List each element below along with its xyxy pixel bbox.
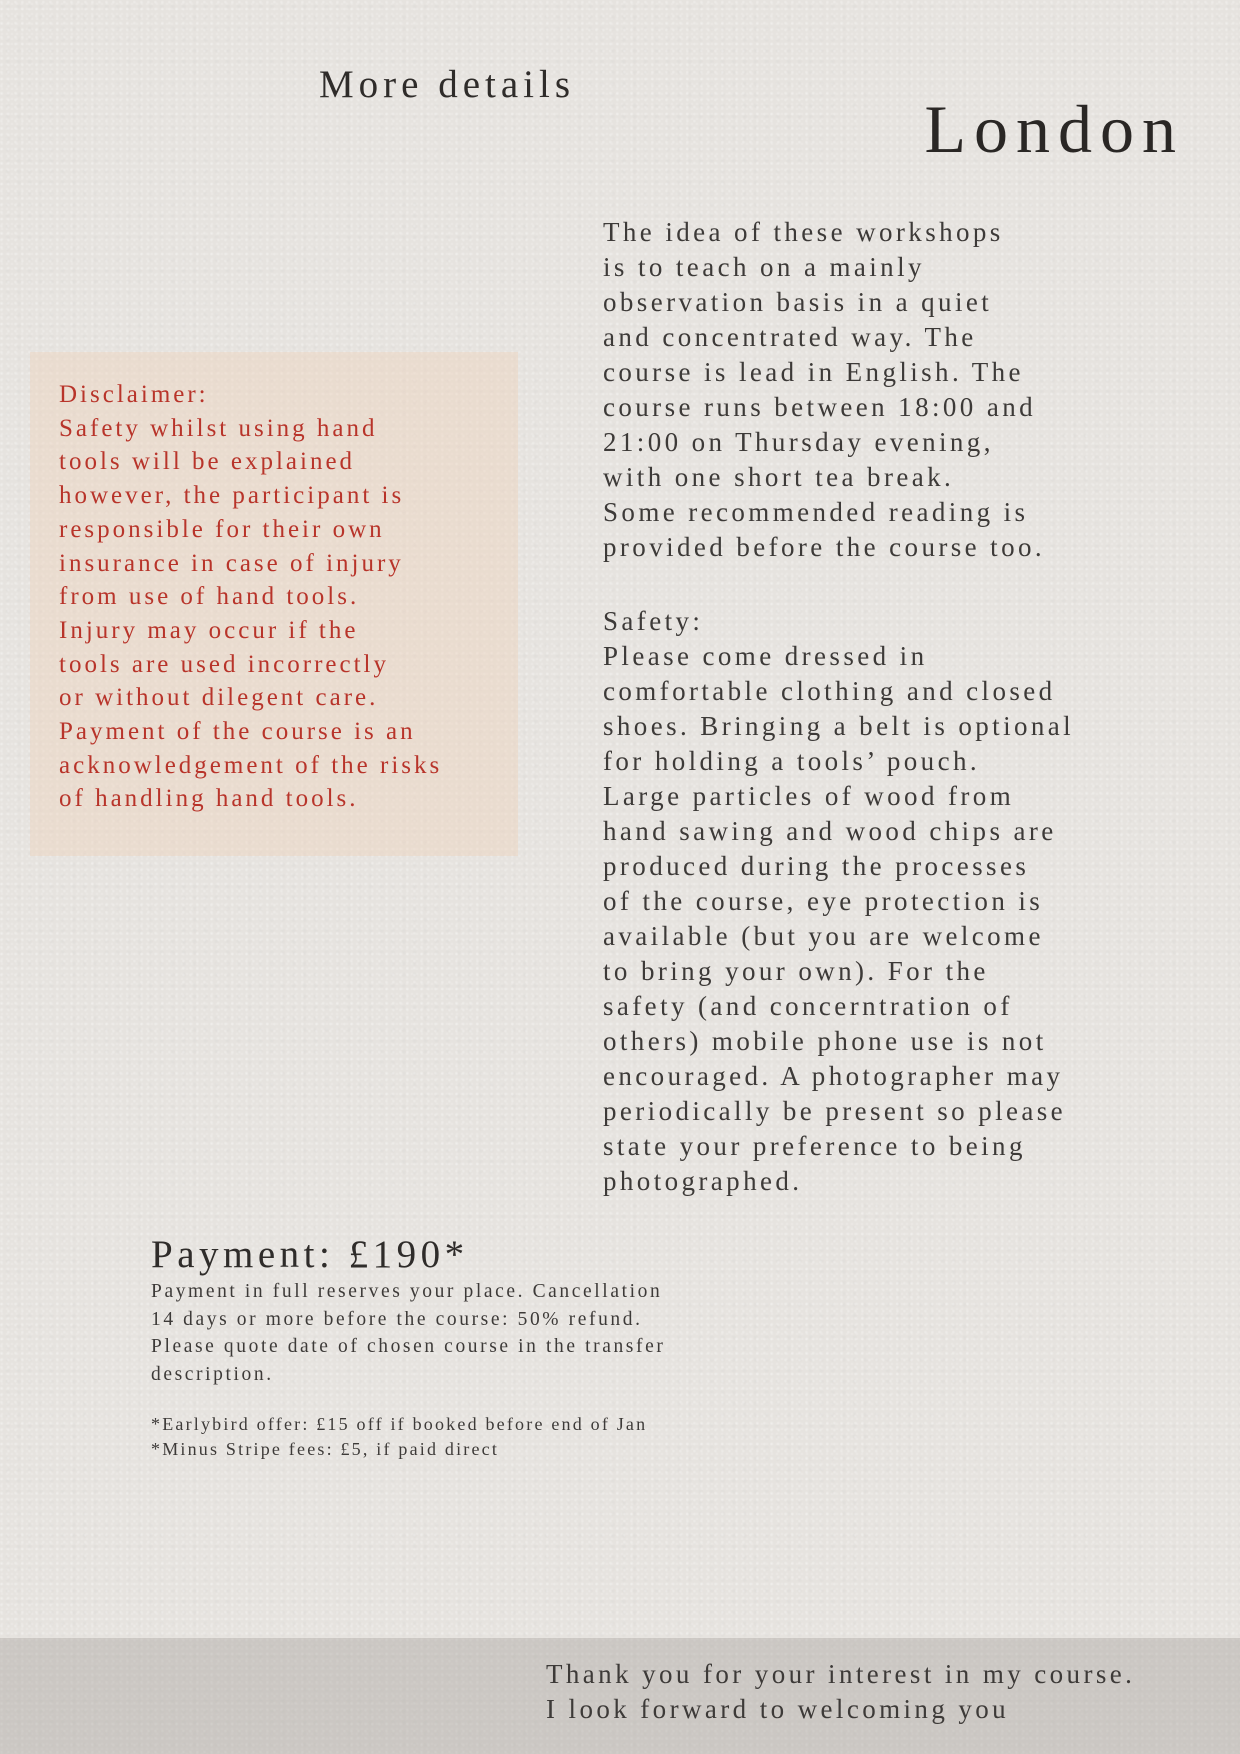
payment-paragraph bbox=[151, 1278, 665, 1388]
payment-line: Please quote date of chosen course in the transfer bbox=[151, 1336, 666, 1357]
disclaimer-box bbox=[30, 352, 518, 856]
safety-line: others) mobile phone use is not bbox=[603, 1026, 1047, 1056]
disclaimer-line: acknowledgement of the risks bbox=[59, 751, 443, 779]
safety-line: hand sawing and wood chips are bbox=[603, 816, 1057, 846]
page-title: London bbox=[924, 91, 1184, 167]
safety-line: periodically be present so please bbox=[603, 1096, 1067, 1126]
safety-line: Please come dressed in bbox=[603, 641, 928, 671]
intro-line: Some recommended reading is bbox=[603, 497, 1029, 527]
disclaimer-line: tools are used incorrectly bbox=[59, 650, 389, 678]
footer-message bbox=[546, 1657, 1135, 1727]
safety-heading: Safety: bbox=[603, 606, 704, 636]
payment-footnotes bbox=[151, 1412, 647, 1462]
intro-line: course runs between 18:00 and bbox=[603, 392, 1037, 422]
payment-line: 14 days or more before the course: 50% refund. bbox=[151, 1308, 643, 1330]
safety-line: of the course, eye protection is bbox=[603, 886, 1044, 916]
safety-paragraph bbox=[603, 639, 1223, 1199]
payment-line: description. bbox=[151, 1363, 274, 1385]
footer-line: I look forward to welcoming you bbox=[546, 1694, 1010, 1724]
earlybird-footnote: *Earlybird offer: £15 off if booked before end of Jan bbox=[151, 1414, 648, 1434]
disclaimer-line: Safety whilst using hand bbox=[59, 414, 378, 442]
disclaimer-line: responsible for their own bbox=[59, 515, 385, 543]
safety-line: photographed. bbox=[603, 1166, 803, 1196]
safety-line: for holding a tools’ pouch. bbox=[603, 746, 981, 776]
intro-paragraph bbox=[603, 215, 1223, 565]
safety-line: comfortable clothing and closed bbox=[603, 676, 1056, 706]
page-heading: More details bbox=[319, 63, 576, 106]
safety-line: shoes. Bringing a belt is optional bbox=[603, 711, 1075, 741]
safety-line: safety (and concerntration of bbox=[603, 991, 1013, 1021]
safety-line: available (but you are welcome bbox=[603, 921, 1044, 951]
disclaimer-line: however, the participant is bbox=[59, 482, 405, 510]
disclaimer-text bbox=[59, 378, 518, 816]
intro-line: 21:00 on Thursday evening, bbox=[603, 427, 994, 457]
safety-line: Large particles of wood from bbox=[603, 781, 1015, 811]
intro-line: The idea of these workshops bbox=[603, 217, 1004, 247]
disclaimer-line: tools will be explained bbox=[59, 448, 356, 476]
intro-line: with one short tea break. bbox=[603, 462, 955, 492]
stripe-fees-footnote: *Minus Stripe fees: £5, if paid direct bbox=[151, 1439, 500, 1459]
disclaimer-line: Injury may occur if the bbox=[59, 616, 359, 644]
disclaimer-line: insurance in case of injury bbox=[59, 549, 404, 577]
disclaimer-heading: Disclaimer: bbox=[59, 381, 209, 408]
disclaimer-line: Payment of the course is an bbox=[59, 718, 416, 746]
payment-line: Payment in full reserves your place. Cancellation bbox=[151, 1281, 663, 1302]
intro-line: course is lead in English. The bbox=[603, 357, 1024, 387]
safety-line: to bring your own). For the bbox=[603, 956, 989, 986]
safety-line: state your preference to being bbox=[603, 1131, 1026, 1161]
intro-line: provided before the course too. bbox=[603, 532, 1046, 562]
intro-line: observation basis in a quiet bbox=[603, 287, 993, 317]
disclaimer-line: of handling hand tools. bbox=[59, 785, 359, 813]
disclaimer-line: or without dilegent care. bbox=[59, 684, 379, 712]
intro-line: and concentrated way. The bbox=[603, 322, 977, 352]
payment-heading: Payment: £190* bbox=[151, 1233, 469, 1276]
safety-line: produced during the processes bbox=[603, 851, 1030, 881]
safety-line: encouraged. A photographer may bbox=[603, 1061, 1064, 1091]
intro-line: is to teach on a mainly bbox=[603, 252, 925, 282]
disclaimer-line: from use of hand tools. bbox=[59, 583, 360, 611]
footer-line: Thank you for your interest in my course. bbox=[546, 1659, 1136, 1689]
